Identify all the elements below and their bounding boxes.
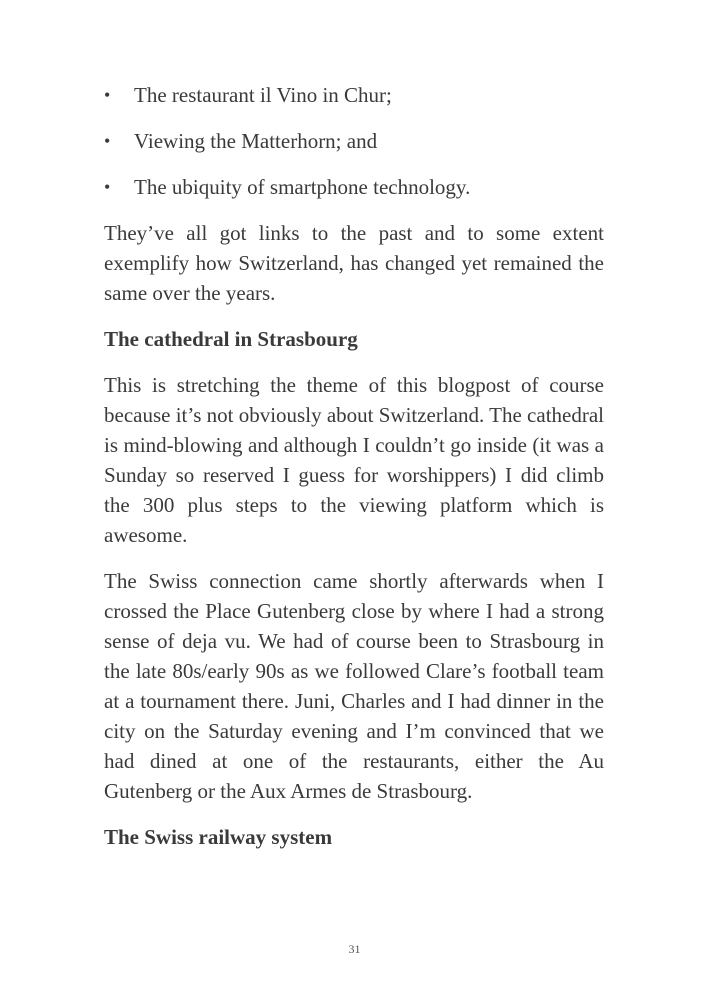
- bullet-item-3: [104, 172, 604, 202]
- bullet-text: The ubiquity of smartphone technology.: [134, 175, 471, 199]
- intro-paragraph: They’ve all got links to the past and to some extent exemplify how Switzerland, has changed yet remained the same over the years.: [104, 221, 604, 305]
- section-heading-cathedral: The cathedral in Strasbourg: [104, 327, 358, 351]
- swiss-connection-paragraph: The Swiss connection came shortly afterwards when I crossed the Place Gutenberg close by where I had a strong sense of deja vu. We had of course been to Strasbourg in the late 80s/early 90s as we followed Clare’s football team at a tournament there. Juni, Charles and I had dinner in the city on the Saturday evening and I’m convinced that we had dined at one of the restaurants, either the Au Gutenberg or the Aux Armes de Strasbourg.: [104, 569, 604, 803]
- bullet-icon: •: [104, 85, 111, 105]
- bullet-item-2: [104, 126, 604, 156]
- bullet-item-1: [104, 80, 604, 110]
- page-content: [104, 80, 604, 868]
- bullet-list: [104, 80, 604, 202]
- cathedral-paragraph: This is stretching the theme of this blogpost of course because it’s not obviously about Switzerland. The cathedral is mind-blowing and although I couldn’t go inside (it was a Sunday so reserved I guess for worshippers) I did climb the 300 plus steps to the viewing platform which is awesome.: [104, 373, 604, 547]
- page-number: 31: [348, 942, 361, 956]
- section-heading-railway: The Swiss railway system: [104, 825, 333, 849]
- bullet-icon: •: [104, 177, 111, 197]
- bullet-text: Viewing the Matterhorn; and: [134, 129, 378, 153]
- bullet-icon: •: [104, 131, 111, 151]
- bullet-text: The restaurant il Vino in Chur;: [134, 83, 392, 107]
